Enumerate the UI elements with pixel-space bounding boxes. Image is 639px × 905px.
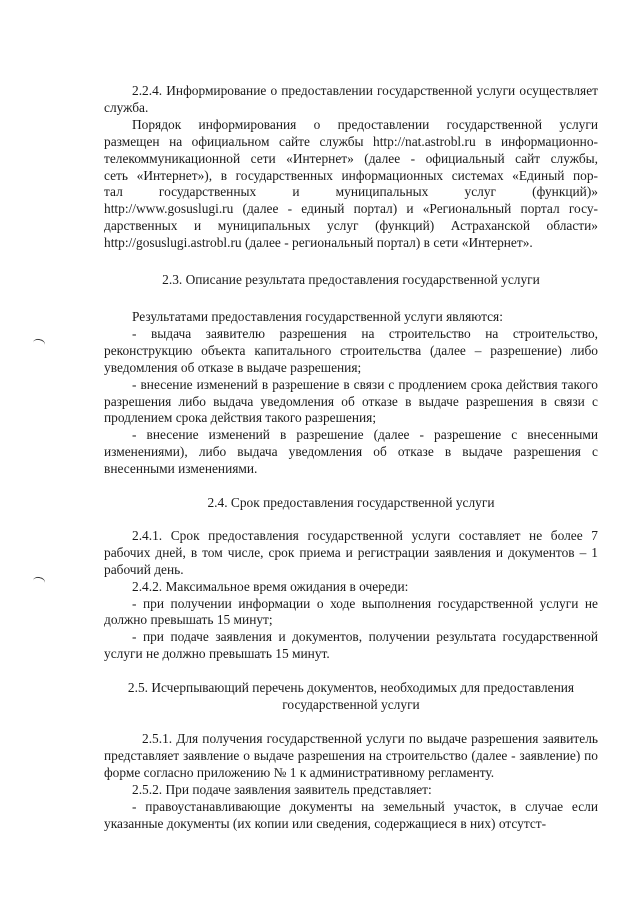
text-line: дарственных и муниципальных услуг (функций) Астраханской области»: [104, 218, 598, 234]
paragraph-2-5-1: 2.5.1. Для получения государственной услуги по выдаче разрешения заявитель представляет заявление о выдаче разрешения на строительство (далее - заявление) по форме согласно приложению № 1 к административному регламенту.: [104, 731, 598, 780]
text-line: размещен на официальном сайте службы http://nat.astrobl.ru в информационно-: [104, 133, 598, 149]
heading-line: государственной услуги: [282, 697, 420, 713]
document-item-1: - правоустанавливающие документы на земельный участок, в случае если указанные документы (их копии или сведения, содержащиеся в них) отсутст-: [104, 798, 598, 831]
scan-mark-bottom: [32, 576, 46, 587]
text-line: сеть «Интернет»), в государственных информационных системах «Единый пор-: [104, 167, 598, 183]
document-page: [104, 83, 598, 832]
text-line: Порядок информирования о предоставлении государственной услуги: [132, 116, 598, 132]
text-line: http://gosuslugi.astrobl.ru (далее - региональный портал) в сети «Интернет».: [104, 235, 533, 251]
result-item-3: - внесение изменений в разрешение (далее - разрешение с внесенными изменениями), либо выдача уведомления об отказе в выдаче разрешения с внесенными изменениями.: [104, 427, 598, 477]
results-intro: Результатами предоставления государственной услуги являются:: [132, 308, 503, 324]
text-line: тал государственных и муниципальных услуг (функций)»: [104, 184, 598, 200]
heading-line: 2.5. Исчерпывающий перечень документов, необходимых для предоставления: [127, 680, 575, 696]
section-heading-2-5: [104, 680, 598, 714]
paragraph-2-4-2: 2.4.2. Максимальное время ожидания в очереди:: [132, 578, 409, 594]
text-line: http://www.gosuslugi.ru (далее - единый портал) и «Региональный портал госу-: [104, 201, 598, 217]
text-line: телекоммуникационной сети «Интернет» (далее - официальный сайт службы,: [104, 150, 598, 166]
queue-item-2: - при подаче заявления и документов, получении результата государственной услуги не должно превышать 15 минут.: [104, 629, 598, 662]
scan-mark-top: [32, 338, 46, 349]
paragraph-information-order: [104, 117, 598, 252]
result-item-1: - выдача заявителю разрешения на строительство на строительство, реконструкцию объекта капитального строительства (далее – разрешение) либо уведомления об отказе в выдаче разрешения;: [104, 325, 598, 375]
queue-item-1: - при получении информации о ходе выполнения государственной услуги не должно превышать 15 минут;: [104, 595, 598, 628]
section-heading-2-4: 2.4. Срок предоставления государственной услуги: [207, 495, 495, 511]
paragraph-2-5-2: 2.5.2. При подаче заявления заявитель представляет:: [132, 781, 432, 797]
section-heading-2-3: 2.3. Описание результата предоставления государственной услуги: [162, 272, 540, 288]
paragraph-2-4-1: 2.4.1. Срок предоставления государственной услуги составляет не более 7 рабочих дней, в том числе, срок приема и регистрации заявления и документов – 1 рабочий день.: [104, 527, 598, 577]
paragraph-2-2-4: 2.2.4. Информирование о предоставлении государственной услуги осуществляет служба.: [104, 83, 598, 115]
result-item-2: - внесение изменений в разрешение в связи с продлением срока действия такого разрешения либо выдача уведомления об отказе в выдаче разрешения в связи с продлением срока действия такого разрешения;: [104, 376, 598, 426]
